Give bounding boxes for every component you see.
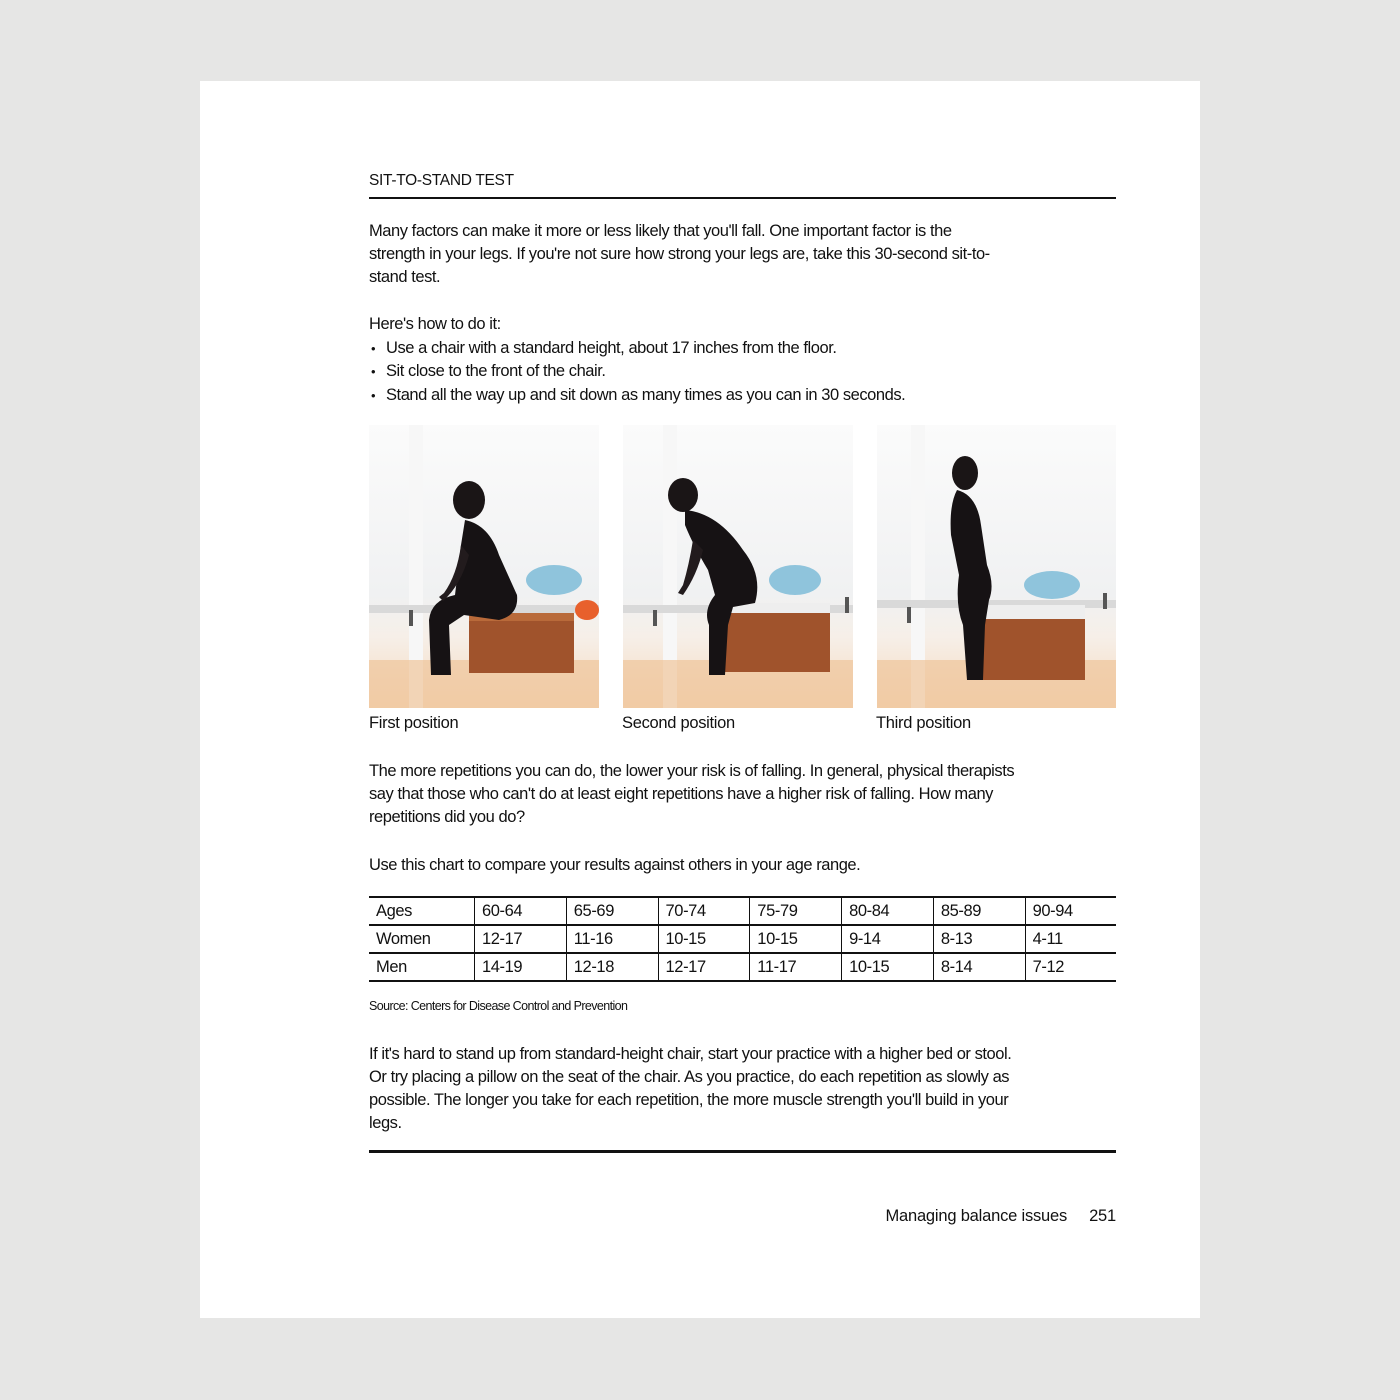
table-row-women: [369, 925, 1116, 953]
intro-paragraph: Many factors can make it more or less likely that you'll fall. One important factor is the strength in your legs. If you're not sure how strong your legs are, take this 30-second sit-to-stand test.: [369, 222, 990, 286]
table-cell: 8-13: [933, 925, 1025, 953]
howto-step-text: Use a chair with a standard height, about 17 inches from the floor.: [386, 338, 837, 357]
section-rule: [369, 197, 1116, 199]
howto-step: [369, 337, 905, 361]
howto-lead: Here's how to do it:: [369, 315, 501, 333]
table-cell: 70-74: [658, 897, 750, 925]
section-title: SIT-TO-STAND TEST: [369, 172, 514, 189]
table-cell: Women: [369, 925, 475, 953]
section-end-rule: [369, 1150, 1116, 1153]
practice-paragraph: If it's hard to stand up from standard-height chair, start your practice with a higher bed or stool. Or try placing a pillow on the seat of the chair. As you practice, do each repetition as slowly as possible. The longer you take for each repetition, the more muscle strength you'll build in your legs.: [369, 1045, 1012, 1132]
photo-caption: First position: [369, 714, 459, 732]
book-page: [200, 81, 1200, 1318]
bullet-icon: •: [371, 340, 376, 356]
table-cell: 4-11: [1025, 925, 1116, 953]
howto-step-text: Stand all the way up and sit down as many times as you can in 30 seconds.: [386, 385, 906, 404]
table-cell: 10-15: [658, 925, 750, 953]
norms-table: [369, 896, 1116, 982]
photo-first-position: [369, 425, 599, 708]
photo-caption: Third position: [876, 714, 971, 732]
howto-steps: [369, 337, 905, 408]
repetitions-paragraph: The more repetitions you can do, the lower your risk is of falling. In general, physical therapists say that those who can't do at least eight repetitions have a higher risk of falling. How many repetitions did you do?: [369, 762, 1015, 826]
photo-caption: Second position: [622, 714, 735, 732]
table-cell: 80-84: [842, 897, 934, 925]
howto-step: [369, 384, 905, 408]
bullet-icon: •: [371, 387, 376, 403]
photo-third-position: [877, 425, 1116, 708]
table-cell: 12-17: [658, 953, 750, 981]
table-cell: 75-79: [750, 897, 842, 925]
table-cell: Ages: [369, 897, 475, 925]
table-cell: 60-64: [475, 897, 567, 925]
table-cell: 8-14: [933, 953, 1025, 981]
chart-intro: Use this chart to compare your results against others in your age range.: [369, 856, 861, 874]
table-cell: 12-17: [475, 925, 567, 953]
table-cell: Men: [369, 953, 475, 981]
table-cell: 65-69: [566, 897, 658, 925]
page-footer: [885, 1207, 1116, 1226]
table-cell: 10-15: [842, 953, 934, 981]
table-cell: 7-12: [1025, 953, 1116, 981]
page-number: 251: [1089, 1207, 1116, 1225]
howto-block: [369, 313, 905, 407]
howto-step-text: Sit close to the front of the chair.: [386, 362, 606, 380]
table-source: Source: Centers for Disease Control and Prevention: [369, 999, 628, 1013]
table-cell: 9-14: [842, 925, 934, 953]
photo-row: [369, 425, 1116, 708]
table-cell: 90-94: [1025, 897, 1116, 925]
running-footer-chapter: Managing balance issues: [885, 1207, 1068, 1225]
table-cell: 11-17: [750, 953, 842, 981]
table-cell: 10-15: [750, 925, 842, 953]
photo-second-position: [623, 425, 853, 708]
table-cell: 85-89: [933, 897, 1025, 925]
bullet-icon: •: [371, 364, 376, 379]
table-cell: 12-18: [566, 953, 658, 981]
howto-step: [369, 360, 905, 384]
table-row-men: [369, 953, 1116, 981]
table-cell: 14-19: [475, 953, 567, 981]
table-cell: 11-16: [566, 925, 658, 953]
table-row-ages: [369, 897, 1116, 925]
